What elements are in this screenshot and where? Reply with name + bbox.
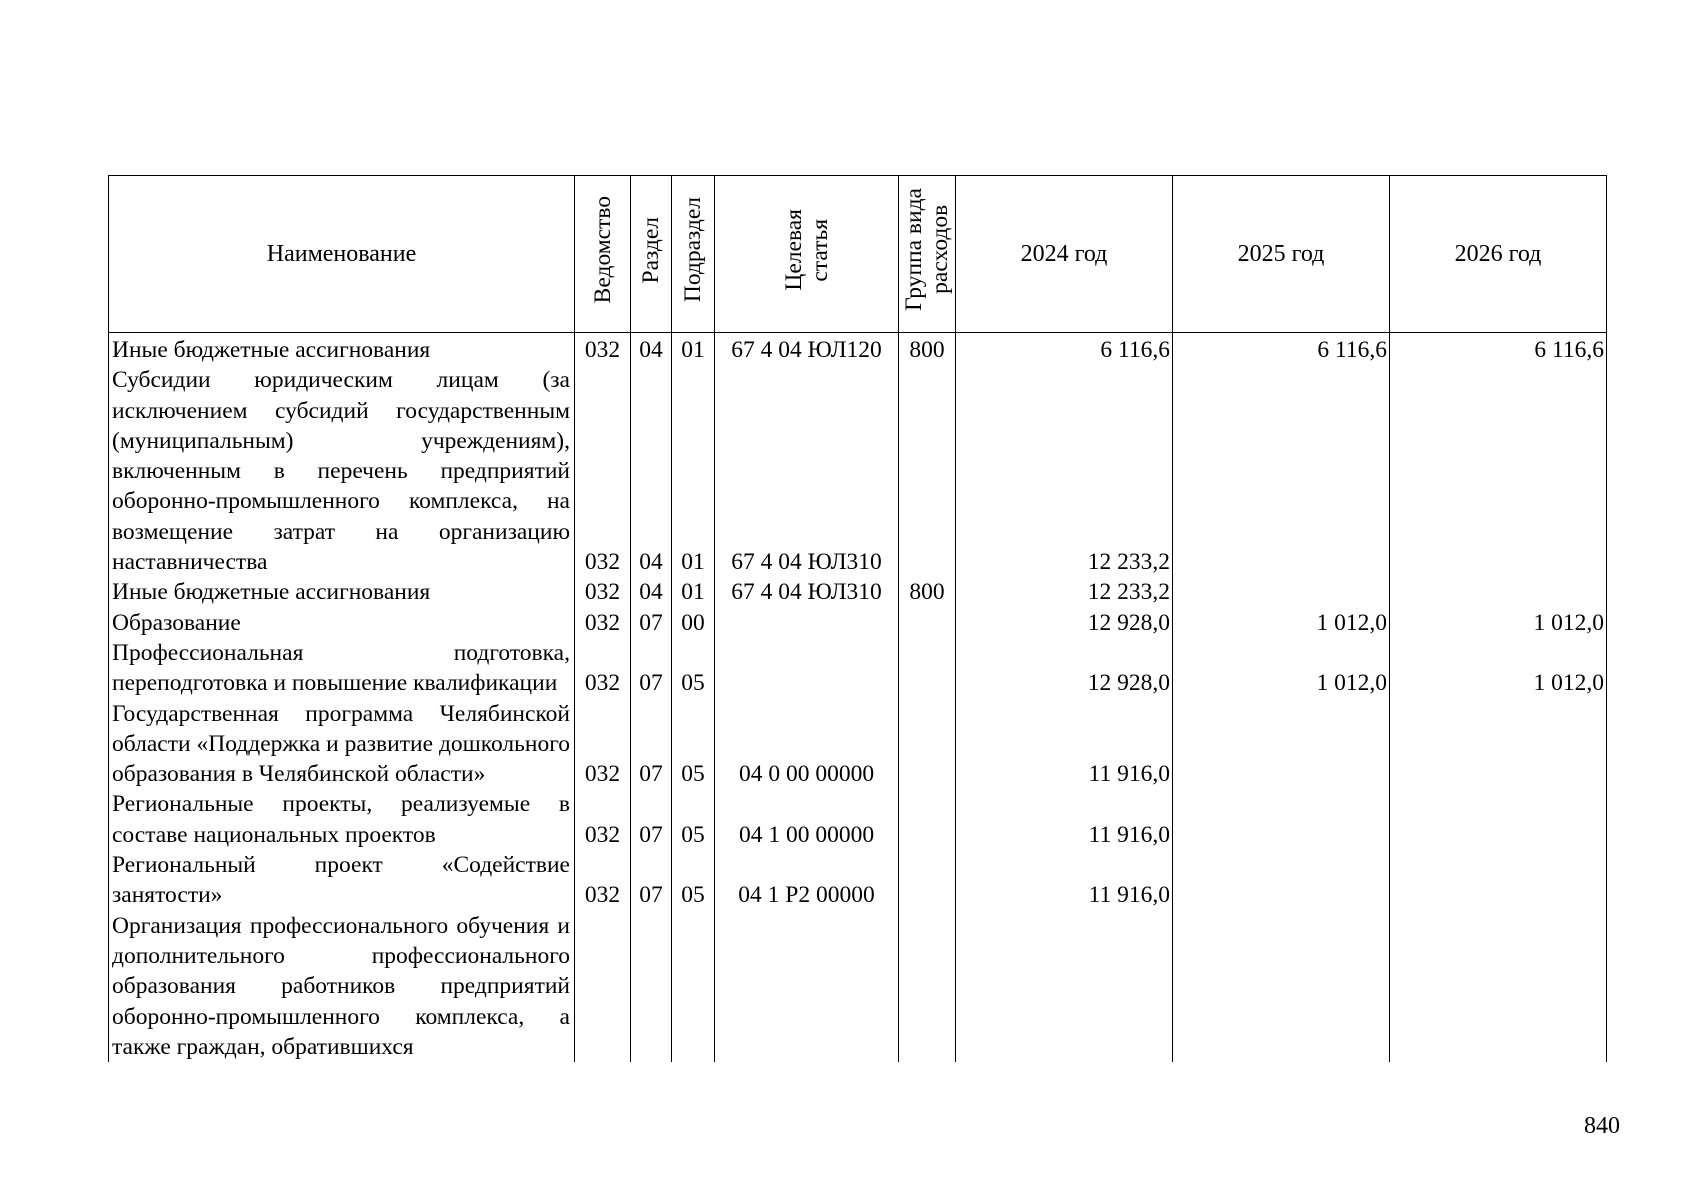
cell-name: Иные бюджетные ассигнования: [109, 577, 575, 607]
cell-razdel: 07: [631, 699, 672, 790]
table-header-row: [109, 176, 1607, 333]
cell-podrazdel: 01: [672, 365, 715, 577]
header-vedomstvo-label: Ведомство: [589, 196, 616, 304]
cell-2025: [1173, 850, 1390, 911]
page-number: 840: [1584, 1113, 1620, 1139]
header-razdel-label: Раздел: [638, 216, 664, 284]
table-row: [109, 608, 1607, 638]
cell-2025: 1 012,0: [1173, 638, 1390, 699]
cell-2026: [1390, 789, 1607, 850]
header-name: Наименование: [109, 176, 575, 333]
cell-2026: [1390, 911, 1607, 1062]
cell-razdel: [631, 911, 672, 1062]
header-celevaya-statya: [715, 176, 899, 333]
cell-celevaya: 67 4 04 ЮЛ310: [715, 365, 899, 577]
cell-name: Государственная программа Челябинской области «Поддержка и развитие дошкольного образования в Челябинской области»: [109, 699, 575, 790]
cell-name: Субсидии юридическим лицам (за исключением субсидий государственным (муниципальным) учреждениям), включенным в перечень предприятий оборонно-промышленного комплекса, на возмещение затрат на организацию наставничества: [109, 365, 575, 577]
cell-2024: 12 233,2: [956, 577, 1173, 607]
cell-podrazdel: [672, 911, 715, 1062]
header-celevaya-label: [781, 209, 833, 291]
cell-2026: [1390, 699, 1607, 790]
table-row: [109, 789, 1607, 850]
cell-podrazdel: 05: [672, 699, 715, 790]
cell-name: Профессиональная подготовка, переподготовка и повышение квалификации: [109, 638, 575, 699]
cell-2025: [1173, 577, 1390, 607]
cell-gruppa: [899, 850, 956, 911]
cell-2025: [1173, 365, 1390, 577]
cell-vedomstvo: 032: [575, 333, 631, 366]
cell-gruppa: 800: [899, 577, 956, 607]
cell-razdel: 07: [631, 608, 672, 638]
header-celevaya-line2: статья: [806, 218, 833, 282]
cell-podrazdel: 00: [672, 608, 715, 638]
cell-2025: [1173, 699, 1390, 790]
cell-gruppa: [899, 789, 956, 850]
cell-2026: 6 116,6: [1390, 333, 1607, 366]
cell-2025: 6 116,6: [1173, 333, 1390, 366]
cell-name: Иные бюджетные ассигнования: [109, 333, 575, 366]
cell-razdel: 07: [631, 850, 672, 911]
cell-celevaya: [715, 608, 899, 638]
cell-2024: 12 928,0: [956, 638, 1173, 699]
cell-2024: 6 116,6: [956, 333, 1173, 366]
cell-vedomstvo: 032: [575, 638, 631, 699]
cell-gruppa: [899, 699, 956, 790]
cell-podrazdel: 05: [672, 638, 715, 699]
table-row: [109, 577, 1607, 607]
cell-podrazdel: 05: [672, 789, 715, 850]
cell-2025: [1173, 789, 1390, 850]
cell-2024: 11 916,0: [956, 850, 1173, 911]
cell-razdel: 04: [631, 365, 672, 577]
table-row: [109, 911, 1607, 1062]
cell-podrazdel: 05: [672, 850, 715, 911]
cell-razdel: 07: [631, 638, 672, 699]
cell-2024: 11 916,0: [956, 789, 1173, 850]
cell-2026: [1390, 850, 1607, 911]
cell-vedomstvo: [575, 911, 631, 1062]
header-2026: 2026 год: [1390, 176, 1607, 333]
cell-vedomstvo: 032: [575, 850, 631, 911]
cell-2026: [1390, 577, 1607, 607]
cell-2025: [1173, 911, 1390, 1062]
cell-name: Региональный проект «Содействие занятости»: [109, 850, 575, 911]
header-2025: 2025 год: [1173, 176, 1390, 333]
table-row: [109, 699, 1607, 790]
cell-2025: 1 012,0: [1173, 608, 1390, 638]
cell-celevaya: 67 4 04 ЮЛ310: [715, 577, 899, 607]
header-2024: 2024 год: [956, 176, 1173, 333]
cell-name: Образование: [109, 608, 575, 638]
cell-podrazdel: 01: [672, 333, 715, 366]
table-row: [109, 333, 1607, 366]
cell-vedomstvo: 032: [575, 789, 631, 850]
cell-celevaya: 04 0 00 00000: [715, 699, 899, 790]
cell-celevaya: 04 1 00 00000: [715, 789, 899, 850]
header-gruppa-line1: Группа вида: [901, 188, 927, 312]
header-podrazdel: [672, 176, 715, 333]
cell-razdel: 04: [631, 577, 672, 607]
header-gruppa-line2: расходов: [927, 205, 953, 295]
cell-2026: [1390, 365, 1607, 577]
cell-name: Региональные проекты, реализуемые в составе национальных проектов: [109, 789, 575, 850]
cell-2026: 1 012,0: [1390, 608, 1607, 638]
cell-gruppa: 800: [899, 333, 956, 366]
cell-celevaya: [715, 638, 899, 699]
cell-razdel: 07: [631, 789, 672, 850]
cell-2024: 12 233,2: [956, 365, 1173, 577]
cell-razdel: 04: [631, 333, 672, 366]
table-row: [109, 638, 1607, 699]
cell-gruppa: [899, 608, 956, 638]
cell-gruppa: [899, 365, 956, 577]
header-gruppa-vida-rashodov: [899, 176, 956, 333]
cell-vedomstvo: 032: [575, 577, 631, 607]
cell-gruppa: [899, 638, 956, 699]
cell-name: Организация профессионального обучения и дополнительного профессионального образования работников предприятий оборонно-промышленного комплекса, а также граждан, обратившихся: [109, 911, 575, 1062]
header-celevaya-line1: Целевая: [780, 209, 807, 291]
cell-2026: 1 012,0: [1390, 638, 1607, 699]
cell-podrazdel: 01: [672, 577, 715, 607]
header-gruppa-label: [901, 188, 953, 311]
header-podrazdel-label: Подраздел: [680, 197, 706, 303]
cell-celevaya: [715, 911, 899, 1062]
cell-celevaya: 67 4 04 ЮЛ120: [715, 333, 899, 366]
table-row: [109, 850, 1607, 911]
cell-vedomstvo: 032: [575, 365, 631, 577]
header-razdel: [631, 176, 672, 333]
header-vedomstvo: [575, 176, 631, 333]
cell-2024: [956, 911, 1173, 1062]
cell-vedomstvo: 032: [575, 608, 631, 638]
cell-celevaya: 04 1 Р2 00000: [715, 850, 899, 911]
cell-gruppa: [899, 911, 956, 1062]
cell-2024: 11 916,0: [956, 699, 1173, 790]
cell-vedomstvo: 032: [575, 699, 631, 790]
table-row: [109, 365, 1607, 577]
cell-2024: 12 928,0: [956, 608, 1173, 638]
budget-table: [108, 175, 1607, 1062]
